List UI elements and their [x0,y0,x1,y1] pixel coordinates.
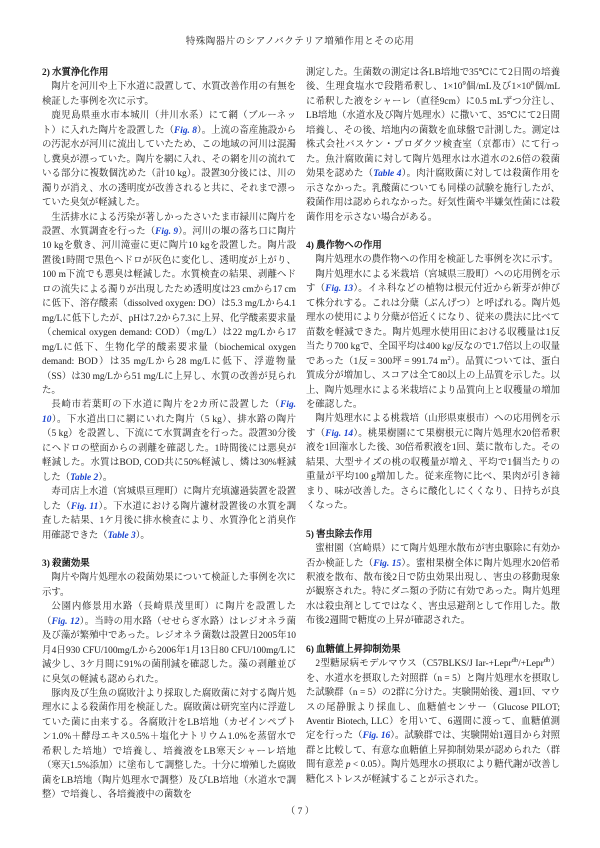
paragraph [42,600,296,687]
paragraph [306,253,560,267]
paragraph [42,211,296,399]
figure-reference[interactable]: Fig. 9 [155,226,179,237]
section-heading: 6) 血糖値上昇抑制効果 [306,644,401,655]
section-heading: 3) 殺菌効果 [42,558,90,569]
superscript: 2 [447,354,451,362]
text-run: ）。肉汁腐敗菌に対しては殺菌作用を示さなかった。乳酸菌についても同様の試験を施行したが、殺菌作用は認められなかった。好気性菌や半嫌気性菌には殺菌作用を示さない場合がある。 [306,169,560,223]
figure-reference[interactable]: Fig. 15 [373,558,402,569]
text-run: 豚肉及び生魚の腐敗汁より採取した腐敗菌に対する陶片処理水による殺菌作用を検証した。腐敗菌は研究室内に浮遊していた菌に由来する。各腐敗汁をLB培地（カゼインペプトン1.0%＋酵母エキス0.5%＋塩化ナトリウム1.0%を蒸留水で希釈した培地）で培養し、培養液をLB寒天シャーレ培地（寒天1.5%添加）に塗布して調整した。十分に増殖した腐敗菌をLB培地（陶片処理水で調整）及びLB培地（水道水で調整）で培養し、各培養液中の菌数を [42,689,296,801]
figure-reference[interactable]: Fig. 12 [51,616,80,627]
text-run: 陶片を河川や上下水道に設置して、水質改善作用の有無を検証した事例を次に示す。 [42,82,296,107]
paragraph [306,66,560,225]
text-run: p [345,760,351,771]
text-run: ）。河川の堰の落ち口に陶片10 kgを敷き、河川滝壺に更に陶片10 kgを設置した。陶片設置後1時間で黒色ヘドロが灰色に変化し、透明度が上がり、100 m下流でも悪臭は軽減した。水質検査の結果、剥離ヘドロの流失による濁りが出現したため透明度は23 cmから17 cmに低下、溶存酸素（dissolved oxygen: DO）は5.3 mg/Lから4.1 mg/Lに低下したが、pHは7.2から7.3に上昇、化学酸素要求量（chemical oxygen demand: COD）（mg/L）は22 mg/Lから17 mg/Lに低下、生物化学的酸素要求量（biochemical oxygen demand: BOD）は35 mg/Lから28 mg/Lに低下、浮遊物量（SS）は30 mg/Lから51 mg/Lに上昇し、水質の改善が見られた。 [42,226,296,396]
text-run: ）。当時の用水路（せせらぎ水路）はレジオネラ菌及び藻が繁殖中であった。レジオネラ菌数は設置日2005年10月4日930 CFU/100mg/Lから2006年1月13日80 CFU/100mg/Lに減少し、3ケ月間に91%の菌削減を確認した。藻の剥離並びに臭気の軽減も認められた。 [42,616,296,685]
text-run: 蜜柑園（宮崎県）にて陶片処理水散布が害虫駆除に有効か否か検証した（ [306,544,560,569]
superscript: db [511,657,519,665]
text-run: ）。上流の畜産施設からの汚泥水が河川に流出していたため、この地域の河川は混濁し糞臭が漂っていた。陶片を網に入れ、その網を川の流れている部分に複数個沈めた（計10 kg）。設置30分後には、川の濁りが消え、水の透明度が改善されると共に、それまで漂っていた臭気が軽減した。 [42,125,296,209]
paragraph [306,657,560,787]
section-heading: 4) 農作物への作用 [306,240,382,251]
figure-reference[interactable]: Fig. 14 [325,428,354,439]
text-run: 個/mLに希釈した液をシャーレ（直径9cm）に0.5 mLずつ分注し、LB培地（水道水及び陶片処理水）に撒いて、35℃にて2日間培養し、その後、培地内の菌数を血球盤で計測した。測定は株式会社バスケン・プロダクツ検査室（京都市）にて行った。魚汁腐敗菌に対して陶片処理水は水道水の2.6倍の殺菌効果を認めた（ [306,82,561,180]
section-heading: 5) 害虫除去作用 [306,529,373,540]
text-run: 個/mL及び1×10 [465,82,531,93]
figure-reference[interactable]: Fig. 16 [362,731,391,742]
superscript: db [543,657,551,665]
text-run: 鹿児島県垂水市本城川（井川水系）にて網（ブルーネット）に入れた陶片を設置した（ [42,111,296,136]
section-heading: 2) 水質浄化作用 [42,68,109,78]
text-run: 陶片処理水による米栽培（宮城県三股町）への応用例を示す（ [306,269,560,295]
paragraph [42,687,296,803]
text-run: ）。下水道における陶片濾材設置後の水質を調査した結果、1ケ月後に排水検査により、水質浄化と消臭作用確認できた（ [42,501,296,541]
running-head: 特殊陶器片のシアノバクテリア増殖作用とその応用 [185,37,415,47]
text-run: 長崎市若葉町の下水道に陶片を2カ所に設置した（ [51,400,281,411]
text-run: ）を、水道水を摂取した対照群（n = 5）と陶片処理水を摂取した試験群（n = 5）の2群に分けた。実験開始後、週1回、マウスの尾静脈より採血し、血糖値センサー（Glucose PILOT; Aventir Biotech, LLC）を用いて、6週間に渡って、血糖値測定を行った（ [306,659,560,742]
text-run: ）。 [98,472,113,483]
figure-reference[interactable]: Table 4 [373,169,402,180]
paragraph [42,398,296,485]
text-run: 2型糖尿病モデルマウス（C57BLKS/J Iar-+Lepr [315,659,512,670]
left-column [42,66,296,803]
text-run: ）。試験群では、実験開始1週目から対照群と比較して、有意な血糖値上昇抑制効果が認められた（群間有意差 [306,731,560,771]
paragraph [306,542,560,629]
paragraph [42,571,296,600]
text-run: 陶片処理水による桃栽培（山形県東根市）への応用例を示す（ [306,414,560,439]
text-run: < 0.05）。陶片処理水の摂取により糖代謝が改善し糖化ストレスが軽減することが示された。 [306,760,560,785]
paragraph [42,485,296,543]
text-run: ）。下水道出口に網にいれた陶片（5 kg）、排水路の陶片（5 kg）を設置し、下流にて水質調査を行った。設置30分後にヘドロの壁面からの剥離を確認した。1時間後には悪臭が軽減した。水質はBOD, COD共に50%軽減し、燐は30%軽減した（ [42,414,296,483]
text-run: ）。桃果樹園にて果樹根元に陶片処理水20倍希釈液を1回潅水した後、30倍希釈液を1回、葉に散布した。その結果、大型サイズの桃の収穫量が増え、平均で1個当たりの重量が平均100 g増加した。従来産物に比べ、果肉が引き締まり、味が改善した。さらに酸化しにくくなり、日持ちが良くなった。 [306,428,561,512]
text-run: ）。蜜柑果樹全体に陶片処理水20倍希釈液を散布、散布後2日で防虫効果出現し、害虫の移動現象が観察された。特にダニ類の予防に有効であった。陶片処理水は殺虫剤としてではなく、害虫忌避剤として作用した。散布後2週間で糖度の上昇が確認された。 [306,558,560,627]
text-run: 陶片や陶片処理水の殺菌効果について検証した事例を次に示す。 [42,573,296,598]
text-run: 測定した。生菌数の測定は各LB培地で35℃にて2日間の培養後、生理食塩水で段階希釈し、1×10 [306,68,560,93]
text-run: 生活排水による汚染が著しかったさいたま市緑川に陶片を設置、水質調査を行った（ [42,212,296,237]
paragraph [306,412,560,513]
text-run: /+Lepr [518,659,544,670]
text-run: ）。イネ科などの植物は根元付近から新芽が伸びて株分れする。これは分蘖（ぶんげつ）と呼ばれる。陶片処理水の使用により分蘖が倍近くになり、従来の農法に比べて苗数を軽減できた。陶片処理水使用田における収穫量は1反当たり700 kgで、全国平均は400 kg/反なので1.7倍以上の収量であった（1反 = 300坪 = 991.74 m [306,284,560,367]
text-run: 公園内修景用水路（長崎県茂里町）に陶片を設置した（ [42,602,296,627]
figure-reference[interactable]: Fig. 10 [42,400,296,425]
text-run: 陶片処理水の農作物への作用を検証した事例を次に示す。 [315,255,559,266]
text-run: ）。 [135,530,150,541]
page-number: （ 7 ） [285,807,315,817]
figure-reference[interactable]: Table 3 [107,530,136,541]
superscript: 8 [530,80,535,88]
right-column [306,66,560,787]
paragraph [306,268,560,413]
text-run: ）。品質については、蛋白質成分が増加し、スコアは全て80以上の上品質を示した。以上、陶片処理水による米栽培により品質向上と収穫量の増加を確認した。 [306,356,561,410]
figure-reference[interactable]: Fig. 13 [325,284,354,295]
figure-reference[interactable]: Table 2 [70,472,99,483]
figure-reference[interactable]: Fig. 8 [174,125,197,136]
paragraph [42,109,296,210]
superscript: 9 [462,80,466,88]
figure-reference[interactable]: Fig. 11 [70,501,99,512]
text-run: 寿司店上水道（宮城県亘理町）に陶片充填濾過装置を設置した（ [42,487,296,512]
paragraph [42,80,296,109]
